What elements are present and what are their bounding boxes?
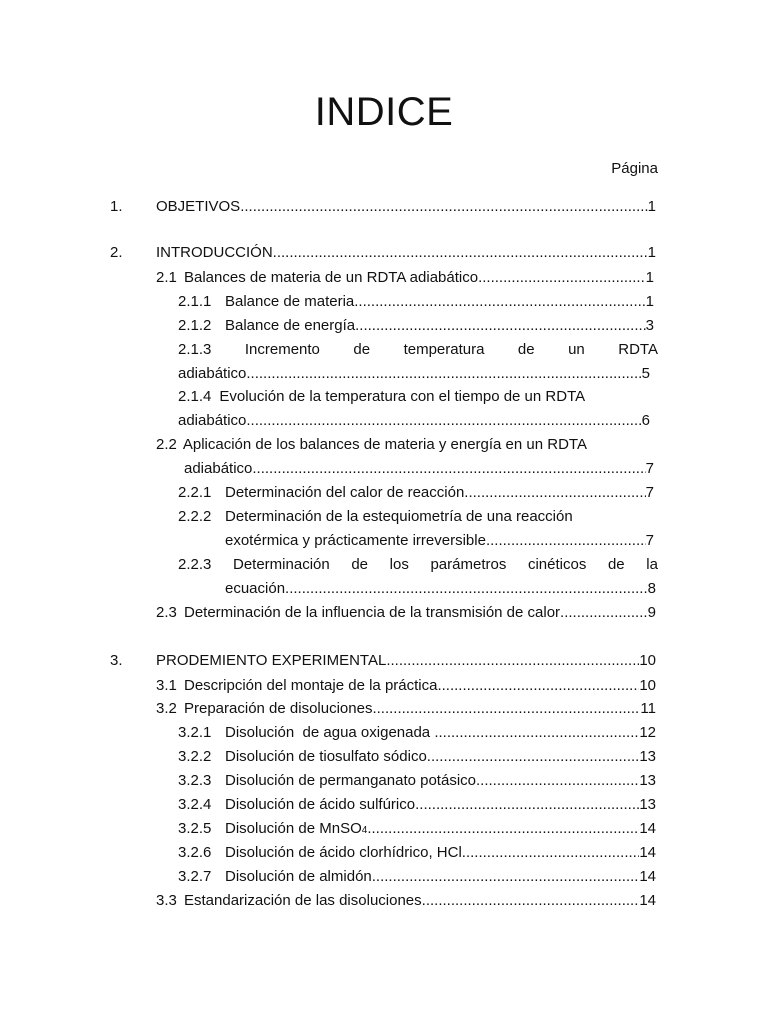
toc-text: adiabático bbox=[178, 365, 247, 382]
toc-entry-2-2[interactable] bbox=[156, 434, 658, 456]
toc-number: 3.2.2 bbox=[178, 748, 212, 765]
toc-text: Evolución de la temperatura con el tiempo de un RDTA bbox=[219, 388, 586, 405]
toc-word: Determinación bbox=[233, 556, 330, 573]
toc-page: 10 bbox=[639, 677, 656, 694]
toc-number: 3.1 bbox=[156, 677, 177, 694]
toc-text: Disolución de ácido clorhídrico, HCl bbox=[225, 844, 462, 861]
toc-number: 3.2.5 bbox=[178, 820, 212, 837]
toc-number: 3.2.3 bbox=[178, 772, 212, 789]
toc-number: 2. bbox=[110, 244, 123, 261]
toc-text: Preparación de disoluciones bbox=[184, 700, 373, 717]
toc-entry-2-1-1[interactable] bbox=[178, 291, 654, 313]
toc-number: 3.2.6 bbox=[178, 844, 212, 861]
dot-leader bbox=[462, 842, 640, 864]
toc-page: 7 bbox=[645, 460, 654, 477]
dot-leader bbox=[372, 698, 640, 720]
toc-entry-2-3[interactable] bbox=[156, 602, 656, 624]
toc-entry-3-2[interactable] bbox=[156, 698, 656, 720]
dot-leader bbox=[422, 890, 640, 912]
dot-leader bbox=[415, 794, 639, 816]
toc-text: INTRODUCCIÓN bbox=[156, 244, 273, 261]
toc-number: 2.2.1 bbox=[178, 484, 212, 501]
toc-text: Determinación de la estequiometría de una reacción bbox=[225, 508, 573, 525]
toc-number: 2.1.2 bbox=[178, 317, 212, 334]
toc-entry-2-1-3[interactable] bbox=[178, 339, 658, 361]
toc-text: OBJETIVOS bbox=[156, 198, 241, 215]
toc-text: Descripción del montaje de la práctica bbox=[184, 677, 438, 694]
toc-page: 13 bbox=[639, 748, 656, 765]
toc-entry-2-1[interactable] bbox=[156, 267, 654, 289]
toc-page: 1 bbox=[645, 269, 654, 286]
toc-page: 9 bbox=[647, 604, 656, 621]
toc-text: PRODEMIENTO EXPERIMENTAL bbox=[156, 652, 387, 669]
toc-text: Disolución de ácido sulfúrico bbox=[225, 796, 416, 813]
toc-word: un bbox=[568, 341, 585, 358]
dot-leader bbox=[273, 242, 648, 264]
toc-number: 3.2.4 bbox=[178, 796, 212, 813]
dot-leader bbox=[464, 482, 645, 504]
toc-page: 1 bbox=[647, 244, 656, 261]
toc-entry-3-2-6[interactable] bbox=[178, 842, 656, 864]
toc-page: 14 bbox=[639, 892, 656, 909]
toc-page: 5 bbox=[641, 365, 650, 382]
toc-entry-2-2-2[interactable] bbox=[178, 506, 658, 528]
toc-word: la bbox=[646, 556, 658, 573]
toc-entry-2-2-2-cont[interactable] bbox=[225, 530, 654, 552]
toc-entry-3-2-7[interactable] bbox=[178, 866, 656, 888]
toc-page: 6 bbox=[641, 412, 650, 429]
toc-word: de bbox=[351, 556, 369, 573]
toc-text: adiabático bbox=[184, 460, 253, 477]
pagina-label: Página bbox=[611, 160, 658, 177]
dot-leader bbox=[427, 746, 640, 768]
toc-entry-1[interactable] bbox=[110, 196, 656, 218]
toc-text: adiabático bbox=[178, 412, 247, 429]
toc-word: parámetros bbox=[430, 556, 507, 573]
toc-entry-2-2-cont[interactable] bbox=[184, 458, 654, 480]
toc-text: Disolución de permanganato potásico bbox=[225, 772, 476, 789]
toc-number: 2.1.4 bbox=[178, 388, 212, 405]
dot-leader bbox=[437, 675, 639, 697]
toc-entry-3-2-3[interactable] bbox=[178, 770, 656, 792]
toc-text: Balances de materia de un RDTA adiabático bbox=[184, 269, 479, 286]
dot-leader bbox=[252, 458, 645, 480]
page-title: INDICE bbox=[314, 90, 454, 134]
toc-text: Determinación de la influencia de la transmisión de calor bbox=[184, 604, 561, 621]
dot-leader bbox=[246, 363, 641, 385]
toc-number: 2.3 bbox=[156, 604, 177, 621]
toc-word: temperatura bbox=[403, 341, 485, 358]
toc-word: los bbox=[389, 556, 409, 573]
toc-page: 1 bbox=[645, 293, 654, 310]
toc-word: Incremento bbox=[244, 341, 320, 358]
toc-entry-3-2-2[interactable] bbox=[178, 746, 656, 768]
toc-word: RDTA bbox=[618, 341, 658, 358]
dot-leader bbox=[355, 315, 646, 337]
toc-text: Balance de energía bbox=[225, 317, 356, 334]
toc-entry-3-1[interactable] bbox=[156, 675, 656, 697]
toc-entry-2-1-2[interactable] bbox=[178, 315, 654, 337]
toc-text: Balance de materia bbox=[225, 293, 355, 310]
toc-entry-2-2-3[interactable] bbox=[178, 554, 658, 576]
dot-leader bbox=[354, 291, 645, 313]
toc-page: 13 bbox=[639, 796, 656, 813]
toc-number: 3.3 bbox=[156, 892, 177, 909]
toc-page: 1 bbox=[647, 198, 656, 215]
formula-text: SO bbox=[340, 820, 362, 837]
toc-entry-3-2-1[interactable] bbox=[178, 722, 656, 744]
dot-leader bbox=[434, 722, 639, 744]
toc-text: Disolución de Mn bbox=[225, 820, 341, 837]
toc-number: 2.2 bbox=[156, 436, 177, 453]
toc-page: 3 bbox=[645, 317, 654, 334]
toc-page: 14 bbox=[639, 844, 656, 861]
toc-entry-2-1-3-cont[interactable] bbox=[178, 363, 650, 385]
toc-word: de bbox=[353, 341, 371, 358]
toc-number: 3. bbox=[110, 652, 123, 669]
dot-leader bbox=[386, 650, 639, 672]
toc-number: 2.1.1 bbox=[178, 293, 212, 310]
toc-entry-2-2-1[interactable] bbox=[178, 482, 654, 504]
toc-entry-2-1-4[interactable] bbox=[178, 386, 658, 408]
toc-number: 3.2.7 bbox=[178, 868, 212, 885]
toc-text: Disolución de tiosulfato sódico bbox=[225, 748, 427, 765]
dot-leader bbox=[240, 196, 647, 218]
toc-number: 3.2 bbox=[156, 700, 177, 717]
toc-entry-3-3[interactable] bbox=[156, 890, 656, 912]
toc-entry-3-2-4[interactable] bbox=[178, 794, 656, 816]
toc-number: 2.1.3 bbox=[178, 341, 212, 358]
toc-text: exotérmica y prácticamente irreversible bbox=[225, 532, 486, 549]
toc-entry-2[interactable] bbox=[110, 242, 656, 264]
toc-text: ecuación bbox=[225, 580, 286, 597]
toc-text: Disolución de almidón bbox=[225, 868, 372, 885]
dot-leader bbox=[246, 410, 641, 432]
toc-page: 12 bbox=[639, 724, 656, 741]
dot-leader bbox=[372, 866, 640, 888]
toc-page: 11 bbox=[640, 700, 656, 717]
toc-number: 2.2.3 bbox=[178, 556, 212, 573]
toc-number: 2.2.2 bbox=[178, 508, 212, 525]
toc-page: 7 bbox=[645, 484, 654, 501]
toc-entry-2-2-3-cont[interactable] bbox=[225, 578, 656, 600]
toc-word: de bbox=[607, 556, 625, 573]
dot-leader bbox=[560, 602, 648, 624]
dot-leader bbox=[285, 578, 648, 600]
toc-page: 14 bbox=[639, 820, 656, 837]
toc-entry-2-1-4-cont[interactable] bbox=[178, 410, 650, 432]
toc-number: 1. bbox=[110, 198, 123, 215]
toc-page: 7 bbox=[645, 532, 654, 549]
dot-leader bbox=[486, 530, 646, 552]
dot-leader bbox=[478, 267, 646, 289]
toc-number: 3.2.1 bbox=[178, 724, 212, 741]
toc-word: cinéticos bbox=[527, 556, 587, 573]
toc-page: 10 bbox=[639, 652, 656, 669]
toc-number: 2.1 bbox=[156, 269, 177, 286]
toc-word: de bbox=[517, 341, 535, 358]
toc-page: 8 bbox=[647, 580, 656, 597]
toc-text: Estandarización de las disoluciones bbox=[184, 892, 422, 909]
toc-entry-3-2-5[interactable]: 3.2.5 Disolución de Mn SO 4 ..... 14 bbox=[178, 818, 656, 840]
toc-text: Determinación del calor de reacción bbox=[225, 484, 465, 501]
toc-text: Aplicación de los balances de materia y energía en un RDTA bbox=[182, 436, 587, 453]
dot-leader bbox=[476, 770, 639, 792]
dot-leader bbox=[367, 818, 639, 840]
toc-page: 13 bbox=[639, 772, 656, 789]
toc-entry-3[interactable] bbox=[110, 650, 656, 672]
toc-page: 14 bbox=[639, 868, 656, 885]
toc-text: Disolución de agua oxigenada bbox=[225, 724, 435, 741]
